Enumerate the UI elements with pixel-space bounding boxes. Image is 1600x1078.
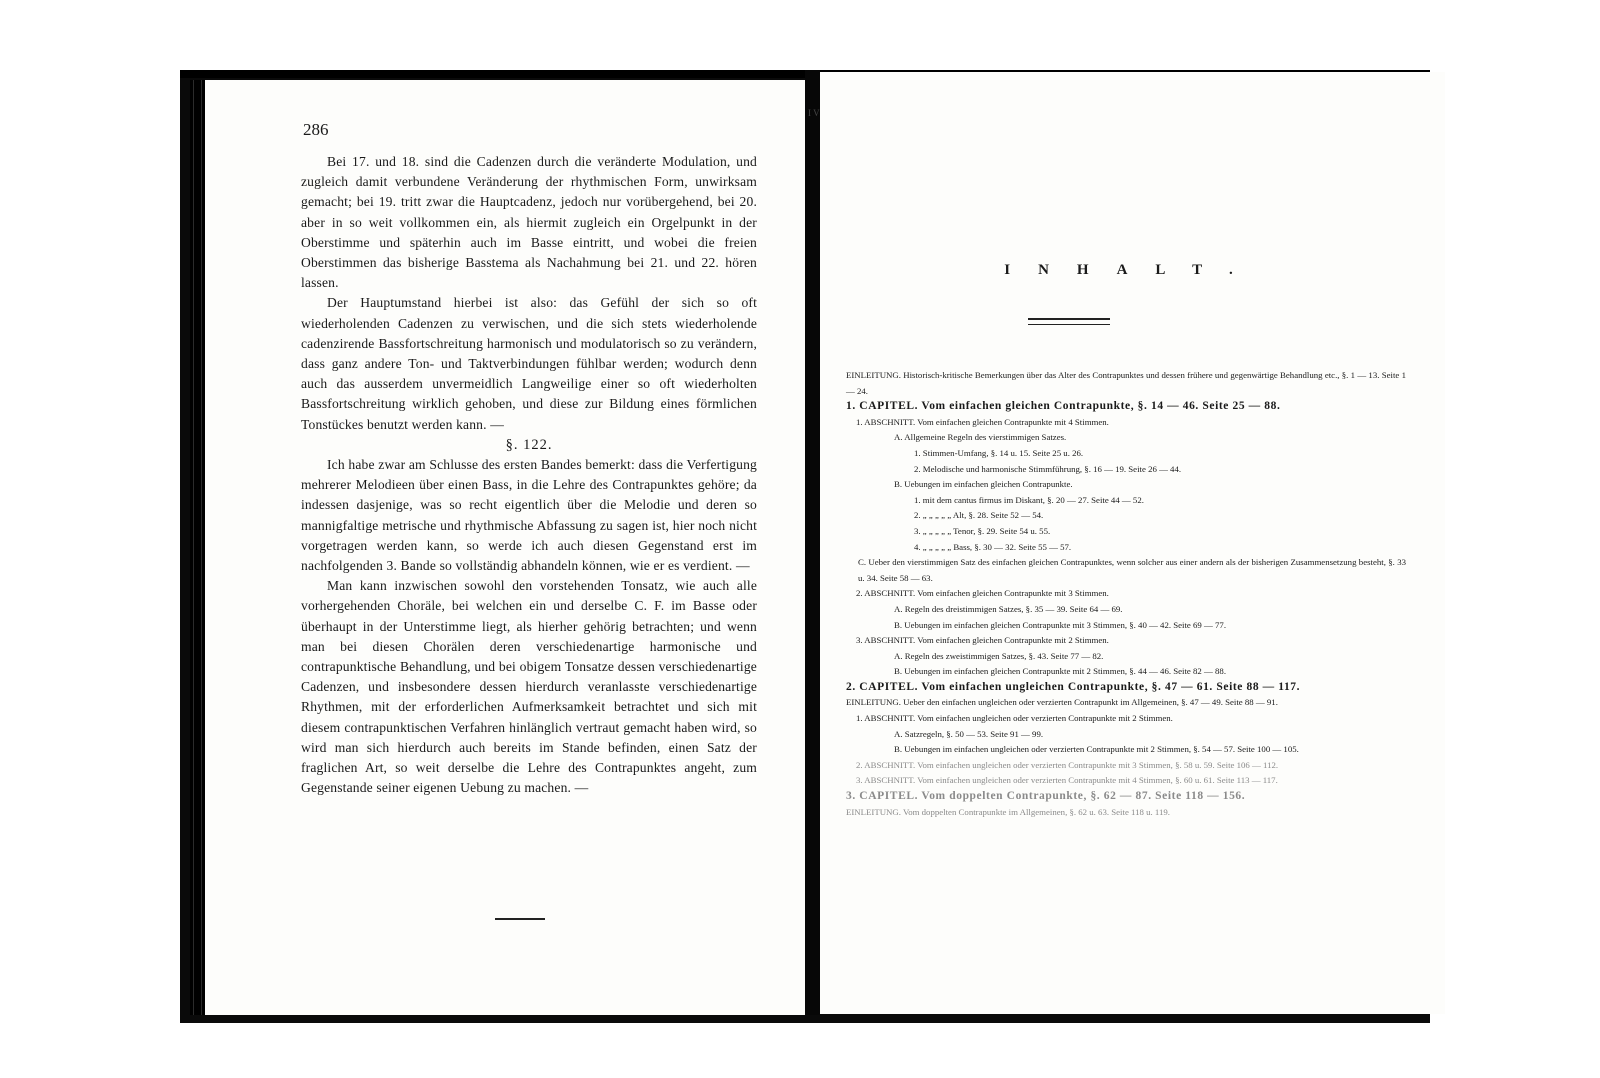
toc-entry: EINLEITUNG. Ueber den einfachen ungleichen oder verzierten Contrapunkt im Allgemeinen, §. 47 — 49. Seite 88 — 91. xyxy=(846,697,1278,708)
toc-entry: 3. ABSCHNITT. Vom einfachen ungleichen oder verzierten Contrapunkte mit 4 Stimmen, §. 60 u. 61. Seite 113 — 117. xyxy=(856,775,1278,786)
toc-entry: A. Regeln des zweistimmigen Satzes, §. 43. Seite 77 — 82. xyxy=(894,650,1104,661)
book-binding-edge xyxy=(190,80,206,1015)
toc-entry: 1. Stimmen-Umfang, §. 14 u. 15. Seite 25 u. 26. xyxy=(914,447,1084,458)
end-ornament xyxy=(495,918,545,920)
toc-entry: 1. ABSCHNITT. Vom einfachen ungleichen oder verzierten Contrapunkte mit 2 Stimmen. xyxy=(856,713,1173,724)
paragraph-1: Bei 17. und 18. sind die Cadenzen durch die veränderte Modulation, und zugleich damit verbundene Veränderung der rhythmischen Form, unwirksam gemacht; bei 19. tritt zwar die Hauptcadenz, jedoch nur vorübergehend, bei 20. aber in so weit vollkommen ein, als hiermit zugleich ein Orgelpunkt in der Oberstimme und späterhin auch im Basse eintritt, und wobei die freien Oberstimmen das bisherige Basstema als Nachahmung bei 21. und 22. hören lassen. xyxy=(301,154,757,291)
toc-entry: B. Uebungen im einfachen ungleichen oder verzierten Contrapunkte mit 2 Stimmen, §. 54 — 57. Seite 100 — 105. xyxy=(894,744,1299,755)
paragraph-4: Man kann inzwischen sowohl den vorstehenden Tonsatz, wie auch alle vorhergehenden Choräle, bei welchen ein und derselbe C. F. im Basse oder überhaupt in der Unterstimme liegt, als hierher gehörig betrachten; und wenn man bei diesen Chorälen deren verschiedenartige harmonische und contrapunktische Behandlung, und bei obigem Tonsatze dessen verschiedenartige Cadenzen, und insbesondere dessen hierdurch veranlasste verschiedenartige Rhythmen, mit der erforderlichen Aufmerksamkeit betrachtet und sich mit diesem contrapunktischen Verfahren hinlänglich vertraut gemacht haben wird, so wird man sich hierdurch auch bereits im Stande befinden, einen Satz der fraglichen Art, so weit derselbe die Lehre des Contrapunktes angeht, zum Gegenstande seiner eigenen Uebung zu machen. — xyxy=(301,578,757,796)
paragraph-2: Der Hauptumstand hierbei ist also: das Gefühl der sich so oft wiederholenden Cadenzen zu verwischen, und die sich stets wiederholende cadenzirende Bassfortschreitung harmonisch und modulatorisch so zu verändern, dass ganz andere Ton- und Taktverbindungen fühlbar werden; wodurch denn auch das ausserdem unvermeidlich Langweilige einer so oft wiederholten Bassfortschreitung wirklich gehoben, und diese zur Bildung eines förmlichen Tonstückes benutzt werden kann. — xyxy=(301,295,757,432)
toc-entry: 2. „ „ „ „ „ Alt, §. 28. Seite 52 — 54. xyxy=(914,510,1044,521)
left-page-body xyxy=(301,152,757,799)
toc-chapter: 2. CAPITEL. Vom einfachen ungleichen Contrapunkte, §. 47 — 61. Seite 88 — 117. xyxy=(846,680,1301,693)
toc-entry: A. Regeln des dreistimmigen Satzes, §. 35 — 39. Seite 64 — 69. xyxy=(894,603,1123,614)
toc-entry: 2. ABSCHNITT. Vom einfachen ungleichen oder verzierten Contrapunkte mit 3 Stimmen, §. 58 u. 59. Seite 106 — 112. xyxy=(856,759,1279,770)
toc-entry: 3. „ „ „ „ „ Tenor, §. 29. Seite 54 u. 55. xyxy=(914,525,1051,536)
toc-entry: 1. mit dem cantus firmus im Diskant, §. 20 — 27. Seite 44 — 52. xyxy=(914,494,1144,505)
toc-entry: C. Ueber den vierstimmigen Satz des einfachen gleichen Contrapunktes, wenn solcher aus einer andern als der bisherigen Zusammensetzung besteht, §. 33 u. 34. Seite 58 — 63. xyxy=(858,557,1406,583)
toc-entry: 2. ABSCHNITT. Vom einfachen gleichen Contrapunkte mit 3 Stimmen. xyxy=(856,588,1109,599)
toc-chapter: 1. CAPITEL. Vom einfachen gleichen Contrapunkte, §. 14 — 46. Seite 25 — 88. xyxy=(846,400,1281,413)
toc-entry: 3. ABSCHNITT. Vom einfachen gleichen Contrapunkte mit 2 Stimmen. xyxy=(856,635,1109,646)
toc-entry: EINLEITUNG. Vom doppelten Contrapunkte im Allgemeinen, §. 62 u. 63. Seite 118 u. 119. xyxy=(846,806,1170,817)
toc-chapter: 3. CAPITEL. Vom doppelten Contrapunkte, §. 62 — 87. Seite 118 — 156. xyxy=(846,790,1246,803)
table-of-contents xyxy=(846,368,1406,820)
toc-entry: B. Uebungen im einfachen gleichen Contrapunkte mit 2 Stimmen, §. 44 — 46. Seite 82 — 88. xyxy=(894,666,1227,677)
contents-title: INHALT. xyxy=(1004,262,1261,278)
toc-entry: 2. Melodische und harmonische Stimmführung, §. 16 — 19. Seite 26 — 44. xyxy=(914,463,1182,474)
toc-entry: 4. „ „ „ „ „ Bass, §. 30 — 32. Seite 55 — 57. xyxy=(914,541,1072,552)
paragraph-3: Ich habe zwar am Schlusse des ersten Bandes bemerkt: dass die Verfertigung mehrerer Melodieen über einen Bass, in die Lehre des Contrapunktes gehöre; da indessen dasjenige, was so recht eigentlich über die Melodie und deren so mannigfaltige metrische und rhythmische Abfassung zu sagen ist, hier noch nicht vorgetragen werden kann, so werde ich auch diesen Gegenstand erst im nachfolgenden 3. Bande so vollständig abhandeln können, wie er es verdient. — xyxy=(301,457,757,574)
toc-entry: A. Satzregeln, §. 50 — 53. Seite 91 — 99. xyxy=(894,728,1044,739)
section-heading: §. 122. xyxy=(505,436,553,453)
toc-entry: 1. ABSCHNITT. Vom einfachen gleichen Contrapunkte mit 4 Stimmen. xyxy=(856,416,1109,427)
page-number: 286 xyxy=(303,120,329,139)
right-page xyxy=(808,72,1445,1014)
toc-entry: B. Uebungen im einfachen gleichen Contrapunkte mit 3 Stimmen, §. 40 — 42. Seite 69 — 77. xyxy=(894,619,1227,630)
book-spine xyxy=(805,70,820,1015)
toc-entry: A. Allgemeine Regeln des vierstimmigen Satzes. xyxy=(894,432,1067,443)
toc-entry: B. Uebungen im einfachen gleichen Contrapunkte. xyxy=(894,479,1073,490)
left-page xyxy=(205,80,805,1015)
title-rule xyxy=(1028,318,1110,325)
corner-mark: I V xyxy=(808,108,820,118)
toc-entry: EINLEITUNG. Historisch-kritische Bemerkungen über das Alter des Contrapunktes und dessen frühere und gegenwärtige Behandlung etc., §. 1 — 13. Seite 1 — 24. xyxy=(846,370,1406,396)
